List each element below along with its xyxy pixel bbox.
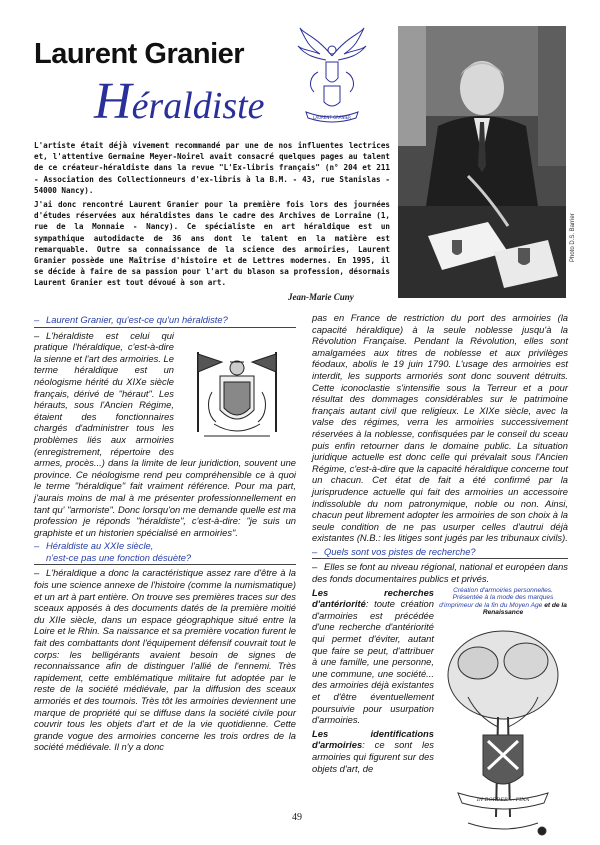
intro-block [34,140,390,292]
subtitle-initial: H [94,73,132,130]
tree-ribbon-text: IN BORDER ... FINA [476,797,530,804]
question-2-line-1: Héraldiste au XXIe siècle, [46,540,154,552]
question-2: – Héraldiste au XXIe siècle, n'est-ce pas une fonction désuète? [34,540,192,563]
answer-2-text: L'héraldique a donc la caractéristique assez rare d'être à la fois une science annexe de l'histoire (comme la numismatique) et un art à part entière. On trouve ses premières traces sur des sceaux apposés à des documents datés de la première moitié du XIIe siècle, dans un espace géographique situé entre la Loire et le Rhin. Sa naissance et sa première vocation furent le fait des combattants dont l'équipement défensif couvrait tout le corps: les belligérants avaient besoin de signes de reconnaissance afin de distinguer l'allié de l'ennemi. Très rapidement, cette emblématique militaire fut adoptée par le reste de la société médiévale, par la diffusion des sceaux armoriés et des tournois. Très tôt les armoiries deviennent une marque de propriété qui se diffuse dans la société civile pour couvrir tous les objets d'art et de la vie quotidienne. Cette grande vogue des armoiries concerne les trois ordres de la société médiévale. Il n'y a donc [34,567,296,753]
anteriority-text: : toute création d'armoiries est précédée d'une recherche d'antériorité qui permet d'éviter, autant que faire se peut, d'attribuer à une famille, une personne, une commune, une société... des armoiries déjà existantes et d'être éventuellement poursuivie pour usurpation d'armoiries. [312,598,434,726]
identification-text: : ce sont les armoiries qui figurent sur des objets d'art, de [312,739,434,774]
tree-caption-bold: et de la Renaissance [482,601,567,617]
right-column [312,312,568,845]
question-3-text: Quels sont vos pistes de recherche? [324,545,476,557]
answer-1-text: L'héraldiste est celui qui pratique l'héraldique, c'est-à-dire la sienne et l'art des armoiries. Le terme héraldique est un néologisme hérité du XIXe siècle français, dérivé de "héraut". Les hérauts, sous l'Ancien Régime, étaient des fonctionnaires chargés d'administrer tous les problèmes liés aux armoiries (enregistrement, répertoire des armes, procès...) dans la limite de leur juridiction, souvent une province. Ce néologisme rend peu compréhensible ce à quoi le terme "héraldique" fait vraiment référence. Pour ma part, j'aurais moins de mal à me présenter professionnellement en tant qu' "armoriste". Donc lorsqu'on me demande quelle est ma profession je réponds "héraldiste", c'est-à-dire: "je suis un graphiste et un historien spécialisé en armoiries". [34,329,296,538]
page-number: 49 [292,812,302,823]
question-2-line-2: n'est-ce pas une fonction désuète? [46,551,192,563]
tree-caption-text: Création d'armoiries personnelles. Présentée à la mode des marques d'imprimeur de la fin du Moyen Age [439,586,554,609]
tree-arms-illustration [438,617,568,843]
answer-3-text: Elles se font au niveau régional, national et européen dans des fonds documentaires publics et privés. [312,561,568,585]
article-title-subtitle [94,72,265,131]
answer-1: – L'héraldiste est celui qui pratique l'héraldique, c'est-à-dire la sienne et l'art des armoiries. Le terme héraldique est un néologisme hérité du XIXe siècle français, dérivé de "héraut". Les hérauts, sous l'Ancien Régime, étaient des fonctionnaires chargés d'administrer tous les problèmes liés aux armoiries (enregistrement, répertoire des armes, procès...) dans la limite de leur juridiction, souvent une province. Ce néologisme rend peu compréhensible ce à quoi le terme "héraldique" fait vraiment référence. Pour ma part, j'aurais moins de mal à me présenter professionnellement en tant qu' "armoriste". Donc lorsqu'on me demande quelle est ma profession je réponds "héraldiste", c'est-à-dire: "je suis un graphiste et un historien spécialisé en armoiries". [34,329,296,538]
subtitle-rest: éraldiste [131,85,265,127]
question-divider [34,327,296,328]
tree-caption [438,587,568,617]
answer-3: – Elles se font au niveau régional, national et européen dans des fonds documentaires publics et privés. [312,561,568,585]
author-signature: Jean-Marie Cuny [288,292,354,302]
answer-2: – L'héraldique a donc la caractéristique assez rare d'être à la fois une science annexe de l'histoire (comme la numismatique) et un art à part entière. On trouve ses premières traces sur des sceaux apposés à des documents datés de la première moitié du XIIe siècle, dans un espace géographique situé entre la Loire et le Rhin. Sa naissance et sa première vocation furent le fait des combattants dont l'équipement défensif couvrait tout le corps: les belligérants avaient besoin de signes de reconnaissance afin de distinguer l'allié de l'ennemi. Très rapidement, cette emblématique militaire fut adoptée par le reste de la société médiévale, par la diffusion des sceaux armoriés et des tournois. Très tôt les armoiries deviennent une marque de propriété qui se diffuse dans la société civile pour couvrir tous les objets d'art et de la vie quotidienne. Cette grande vogue des armoiries concerne les trois ordres de la société médiévale. Il n'y a donc [34,567,296,753]
exlibris-banner-text: LAURENT GRANIER [313,115,351,120]
intro-paragraph-1: L'artiste était déjà vivement recommandé par une de nos influentes lectrices et, l'attentive Germaine Meyer-Noirel avait consacré quelques pages au talent de ce créateur-héraldiste dans la revue "L'Ex-libris français" (n° 204 et 211 - Association des Collectionneurs d'ex-libris à la B.M. - 43, rue Stanislas - 54000 Nancy). [34,141,390,195]
lead-identification: Les identifications d'armoiries [312,727,434,751]
exlibris-eagle-drawing [296,26,368,126]
lead-anteriority: Les recherches d'antériorité [312,586,434,610]
photo-credit: Photo D.S. Barrier [570,213,576,262]
question-3: – Quels sont vos pistes de recherche? [312,545,476,557]
question-1: – Laurent Granier, qu'est-ce qu'un héraldiste? [34,314,228,325]
heraldic-arms-illustration [178,332,296,450]
article-title-name: Laurent Granier [34,38,245,70]
portrait-photo [398,26,566,298]
question-divider [34,564,296,565]
left-column [34,312,296,755]
question-1-text: Laurent Granier, qu'est-ce qu'un héraldiste? [46,314,228,325]
tree-arms-figure [438,587,568,845]
question-divider [312,558,568,559]
answer-2-continued: pas en France de restriction du port des armoiries (la capacité héraldique) à la seule noblesse jusqu'à la Révolution Française. Pendant la Révolution, elles sont amalgamées aux titres de noblesse et aux privilèges féodaux, abolis le 19 juin 1790. L'usage des armoiries est interdit, les supports armoriés sont donc souvent détruits. Cette iconoclastie s'intensifie sous la Terreur et a pour résultat des dommages considérables sur le patrimoine français autant civil que religieux. Le XIXe siècle, avec la valse des régimes, verra les armoiries successivement réservées à la noblesse, confisquées par le conseil du sceau puis enfin retourner dans le domaine public. La situation juridique actuelle est donc celle qui prévalait sous l'Ancien Régime, c'est-à-dire que la capacité héraldique concerne tout un chacun. Cet état de fait a été confirmé par la jurisprudence actuelle qui fait des armoiries un accessoire indissoluble du nom patronymique, noble ou non. Ainsi, chacun peut librement adopter les armoiries de son choix à la seule condition de ne pas usurper celles d'autrui déjà existantes (N.B.: les litiges sont jugés par les tribunaux civils). [312,312,568,544]
portrait-photo-illustration [398,26,566,298]
intro-paragraph-2: J'ai donc rencontré Laurent Granier pour la première fois lors des journées d'études réservées aux héraldistes dans le cadre des Archives de Lorraine (1, rue de la Monnaie - Nancy). Ce spécialiste en art héraldique est un sympathique autodidacte de 36 ans dont le talent en la matière est remarquable. Outre sa connaissance de la science des armoiries, Laurent Granier possède une Maîtrise d'histoire et de Lettres modernes. En 1995, il se décide à faire de sa passion pour l'art du blason sa profession, désormais Laurent Granier est tout dévoué à son art. [34,200,390,288]
